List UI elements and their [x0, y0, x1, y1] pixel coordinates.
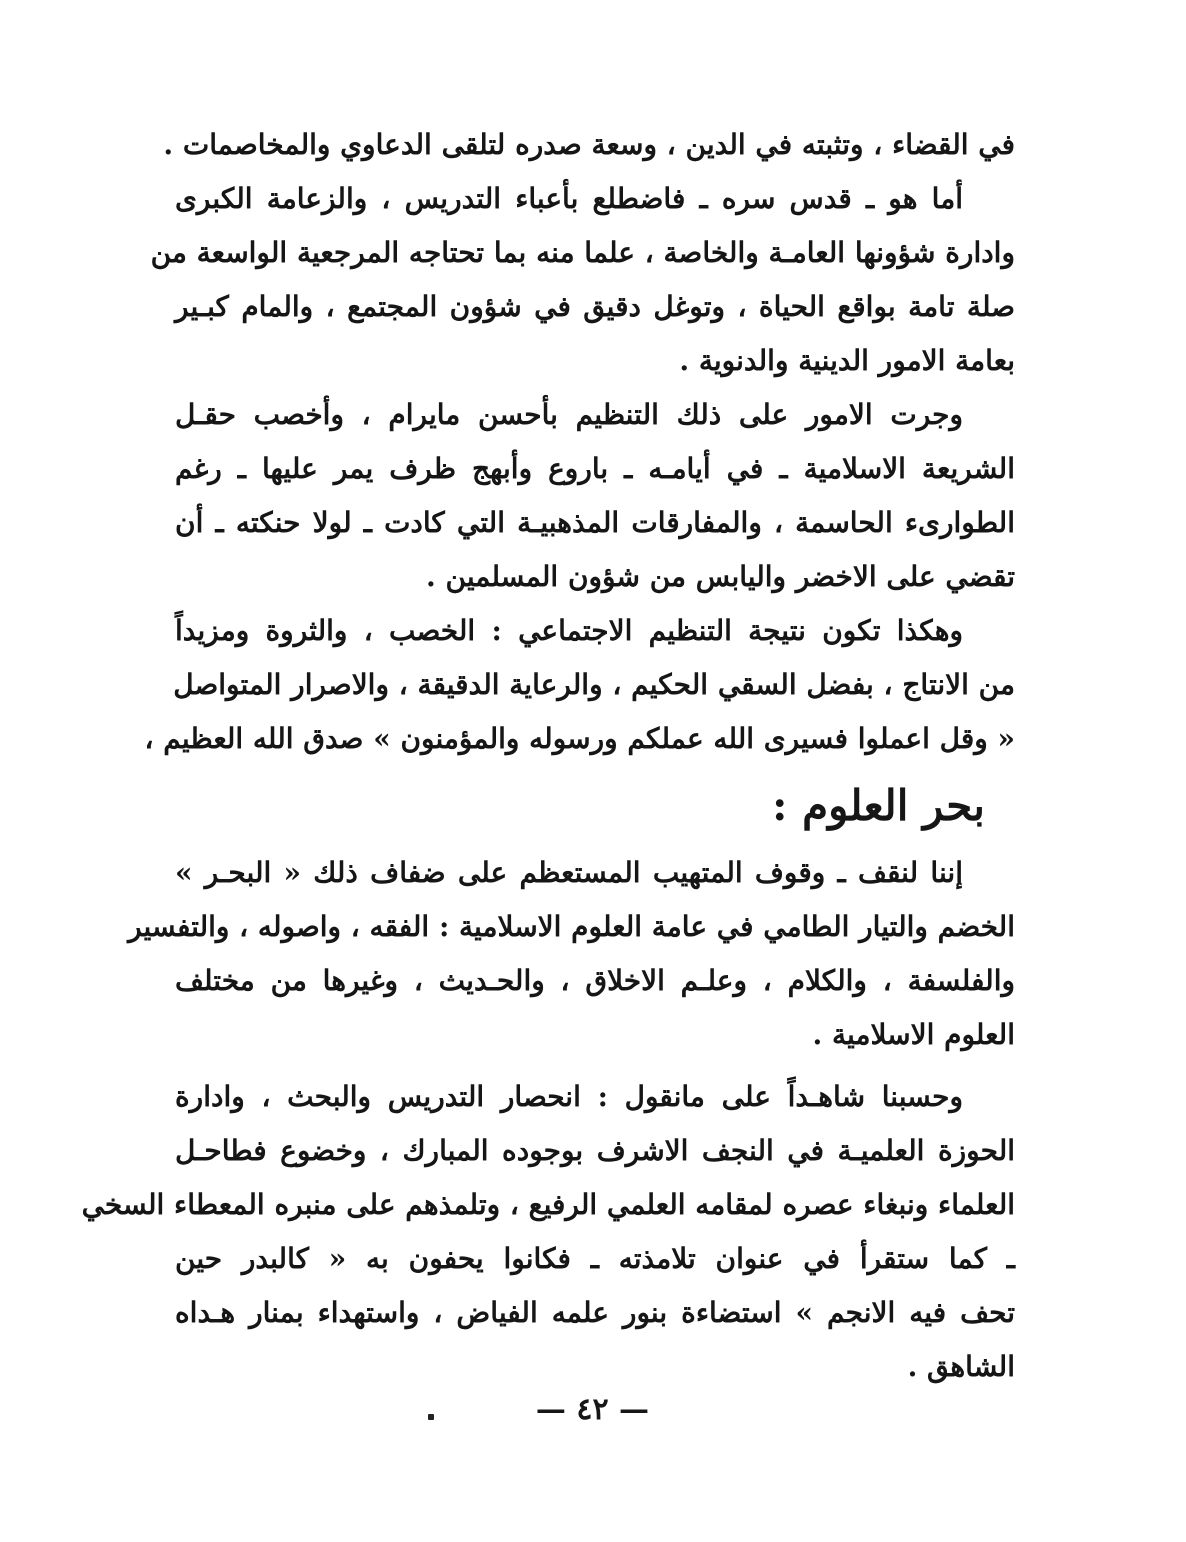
ink-speck — [428, 1414, 434, 1420]
text-line: الطوارىء الحاسمة ، والمفارقات المذهبيـة التي كادت ـ لولا حنكته ـ أن — [175, 506, 1015, 539]
text-line: إننا لنقف ـ وقوف المتهيب المستعظم على ضفاف ذلك « البحـر » — [175, 856, 963, 889]
text-line: تقضي على الاخضر واليابس من شؤون المسلمين . — [426, 560, 1015, 593]
text-line: أما هو ـ قدس سره ـ فاضطلع بأعباء التدريس ، والزعامة الكبرى — [175, 182, 963, 215]
text-line: من الانتاج ، بفضل السقي الحكيم ، والرعاية الدقيقة ، والاصرار المتواصل — [173, 668, 1015, 701]
text-line: تحف فيه الانجم » استضاءة بنور علمه الفياض ، واستهداء بمنار هـداه — [175, 1296, 1015, 1329]
body-text — [81, 118, 1015, 1394]
text-line: « وقل اعملوا فسيرى الله عملكم ورسوله والمؤمنون » صدق الله العظيم ، — [144, 722, 1015, 755]
text-line: وهكذا تكون نتيجة التنظيم الاجتماعي : الخصب ، والثروة ومزيداً — [175, 614, 963, 647]
text-line: الشاهق . — [907, 1350, 1015, 1383]
text-line: العلماء ونبغاء عصره لمقامه العلمي الرفيع ، وتلمذهم على منبره المعطاء السخي — [81, 1188, 1015, 1221]
page-number: — ٤٢ — — [535, 1392, 650, 1427]
text-line: ـ كما ستقرأ في عنوان تلامذته ـ فكانوا يحفون به « كالبدر حين — [175, 1242, 1015, 1275]
text-line: والفلسفة ، والكلام ، وعلـم الاخلاق ، والحـديث ، وغيرها من مختلف — [175, 964, 1015, 997]
text-line: العلوم الاسلامية . — [812, 1018, 1015, 1051]
text-line: وحسبنا شاهـداً على مانقول : انحصار التدريس والبحث ، وادارة — [175, 1080, 963, 1113]
text-line: الحوزة العلميـة في النجف الاشرف بوجوده المبارك ، وخضوع فطاحـل — [175, 1134, 1015, 1167]
text-line: الخضم والتيار الطامي في عامة العلوم الاسلامية : الفقه ، واصوله ، والتفسير — [128, 910, 1015, 943]
paragraph-gap — [175, 1062, 1015, 1070]
text-line: بعامة الامور الدينية والدنوية . — [679, 344, 1015, 377]
text-line: وجرت الامور على ذلك التنظيم بأحسن مايرام ، وأخصب حقـل — [175, 398, 963, 431]
text-line: وادارة شؤونها العامـة والخاصة ، علما منه بما تحتاجه المرجعية الواسعة من — [150, 236, 1015, 269]
section-heading: بحر العلوم : — [771, 781, 985, 830]
text-line: صلة تامة بواقع الحياة ، وتوغل دقيق في شؤون المجتمع ، والمام كبـير — [175, 290, 1015, 323]
text-line: في القضاء ، وتثبته في الدين ، وسعة صدره لتلقى الدعاوي والمخاصمات . — [163, 128, 1015, 161]
text-line: الشريعة الاسلامية ـ في أيامـه ـ باروع وأبهج ظرف يمر عليها ـ رغم — [175, 452, 1015, 485]
